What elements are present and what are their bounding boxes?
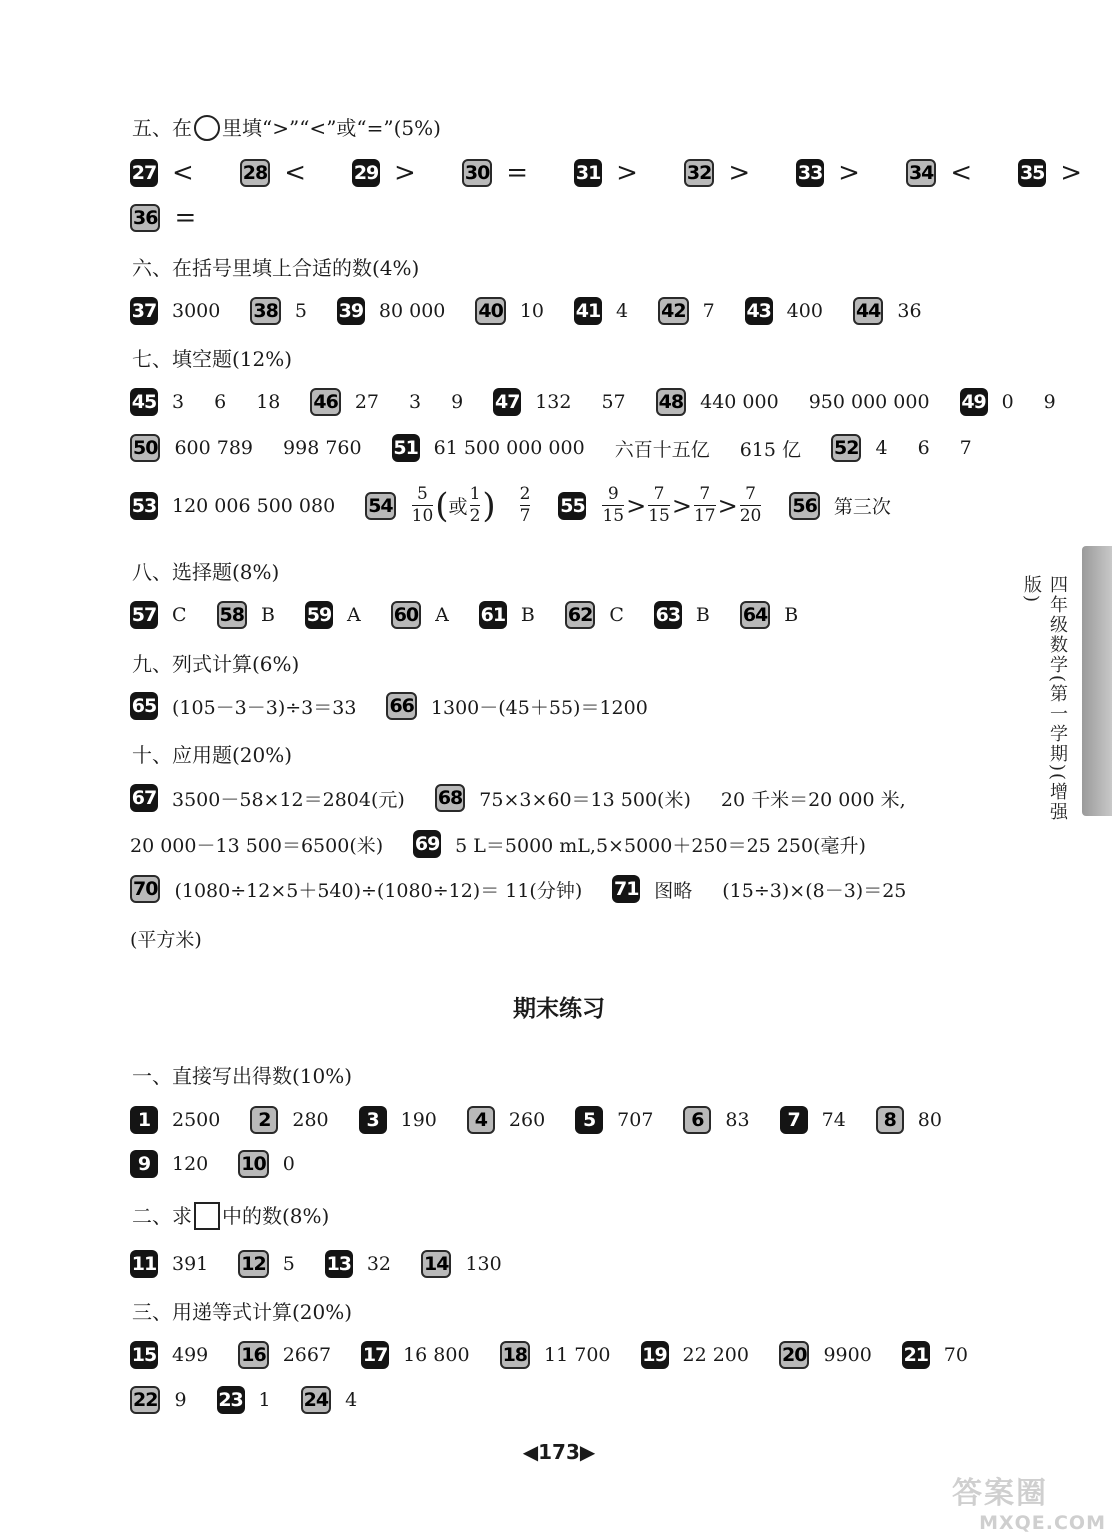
- fraction: [602, 484, 624, 527]
- or-text: 或: [448, 496, 468, 518]
- answer-badge: 50: [130, 434, 160, 462]
- answer-badge: 4: [467, 1106, 495, 1134]
- denominator: 15: [648, 506, 670, 526]
- answer-badge: 27: [130, 159, 158, 187]
- section-5-heading: [132, 112, 441, 141]
- answer-badge: 15: [130, 1341, 158, 1369]
- answer-badge: 57: [130, 601, 158, 629]
- answer-badge: 28: [240, 159, 270, 187]
- answer-value: 57: [601, 391, 626, 413]
- answer-badge: 9: [130, 1150, 158, 1178]
- answer-value: 3000: [172, 300, 221, 322]
- side-tab: [1082, 546, 1112, 816]
- answer-value: 2500: [172, 1109, 221, 1131]
- answer-value: 280: [292, 1109, 329, 1131]
- s10-row2: [130, 830, 896, 858]
- answer-value: A: [346, 604, 361, 626]
- answer-badge: 66: [386, 692, 416, 720]
- answer-badge: 49: [960, 388, 988, 416]
- answer-badge: 40: [475, 297, 505, 325]
- answer-value: 70: [943, 1344, 968, 1366]
- answer-value: 190: [400, 1109, 437, 1131]
- fraction: [648, 484, 670, 527]
- answer-badge: 36: [130, 204, 160, 232]
- answer-value: 130: [465, 1253, 502, 1275]
- denominator: 7: [519, 506, 531, 526]
- answer-value: (15÷3)×(8－3)＝25: [722, 879, 907, 902]
- answer-badge: 52: [831, 434, 861, 462]
- answer-value: (105－3－3)÷3＝33: [172, 696, 357, 719]
- answer-value: 5: [294, 300, 307, 322]
- answer-badge: 10: [238, 1150, 268, 1178]
- answer-badge: 22: [130, 1386, 160, 1414]
- answer-value: 36: [897, 300, 922, 322]
- answer-value: 第三次: [833, 496, 891, 518]
- answer-value: 20 000－13 500＝6500(米): [130, 834, 384, 857]
- answer-badge: 63: [654, 601, 682, 629]
- paren-close: ): [482, 485, 496, 526]
- section-8-heading: 八、选择题(8%): [132, 560, 280, 584]
- section-5-heading-pre: 五、在: [132, 116, 192, 140]
- answer-value: 0: [1001, 391, 1014, 413]
- answer-value: B: [784, 604, 799, 626]
- answer-value: 32: [366, 1253, 391, 1275]
- page-title: 期末练习: [513, 995, 605, 1022]
- answer-value: 22 200: [682, 1344, 749, 1366]
- s5-row1: [130, 158, 1118, 188]
- s10-row1: [130, 784, 936, 812]
- page-number: ◀173▶: [522, 1440, 596, 1464]
- answer-badge: 20: [779, 1341, 809, 1369]
- answer-value: 4: [875, 437, 888, 459]
- answer-value: 5 L＝5000 mL,5×5000＋250＝25 250(毫升): [455, 834, 866, 857]
- answer-value: B: [261, 604, 275, 626]
- answer-value: 83: [725, 1109, 750, 1131]
- answer-value: 3: [172, 391, 185, 413]
- answer-badge: 69: [413, 830, 441, 858]
- answer-value: <: [950, 158, 973, 188]
- final-2-heading-post: 中的数(8%): [222, 1204, 330, 1228]
- answer-badge: 13: [325, 1250, 353, 1278]
- answer-value: 图略: [654, 879, 693, 902]
- answer-value: 615 亿: [739, 438, 802, 461]
- denominator: 20: [739, 506, 762, 526]
- answer-value: 707: [617, 1109, 654, 1131]
- square-icon: [194, 1202, 220, 1230]
- answer-badge: 42: [658, 297, 688, 325]
- f1-row2: [130, 1150, 325, 1178]
- numerator: 7: [653, 484, 665, 504]
- answer-badge: 8: [876, 1106, 904, 1134]
- fraction: [520, 484, 531, 527]
- greater-than: >: [671, 491, 692, 520]
- fraction: [470, 484, 481, 527]
- answer-value: 6: [214, 391, 227, 413]
- fraction: [694, 484, 716, 527]
- answer-value: 6: [917, 437, 930, 459]
- answer-badge: 2: [250, 1106, 278, 1134]
- watermark-line1: 答案圈: [952, 1476, 1048, 1511]
- answer-value: >: [728, 158, 751, 188]
- fraction: [412, 484, 434, 527]
- answer-value: C: [609, 604, 624, 626]
- side-label: 四年级数学(第一学期)(增强版): [1021, 575, 1068, 823]
- answer-value: 132: [535, 391, 572, 413]
- answer-badge: 1: [130, 1106, 158, 1134]
- answer-badge: 16: [238, 1341, 268, 1369]
- answer-value: 600 789: [174, 437, 254, 459]
- answer-badge: 5: [575, 1106, 603, 1134]
- s6-row: [130, 297, 952, 325]
- answer-badge: 18: [500, 1341, 530, 1369]
- section-5-heading-post: 里填“>”“<”或“=”(5%): [222, 116, 441, 140]
- answer-value: 1300－(45＋55)＝1200: [430, 696, 648, 719]
- answer-badge: 11: [130, 1250, 158, 1278]
- answer-badge: 12: [238, 1250, 268, 1278]
- answer-value: <: [172, 158, 194, 188]
- answer-value: 120: [172, 1153, 209, 1175]
- answer-badge: 54: [365, 492, 395, 520]
- answer-badge: 32: [684, 159, 714, 187]
- denominator: 2: [469, 506, 481, 526]
- section-9-heading: 九、列式计算(6%): [132, 652, 300, 676]
- section-6-heading: 六、在括号里填上合适的数(4%): [132, 256, 420, 280]
- answer-badge: 14: [421, 1250, 451, 1278]
- answer-badge: 68: [435, 784, 465, 812]
- s10-row3: [130, 875, 936, 903]
- answer-value: >: [1060, 158, 1082, 188]
- answer-badge: 19: [641, 1341, 669, 1369]
- denominator: 10: [411, 506, 434, 526]
- answer-badge: 43: [745, 297, 773, 325]
- answer-value: 六百十五亿: [614, 438, 710, 461]
- answer-badge: 37: [130, 297, 158, 325]
- answer-value: 27: [354, 391, 380, 413]
- answer-badge: 48: [656, 388, 686, 416]
- answer-badge: 3: [359, 1106, 387, 1134]
- s5-row2: [130, 203, 242, 233]
- answer-badge: 21: [902, 1341, 930, 1369]
- answer-value: 260: [508, 1109, 546, 1131]
- answer-value: B: [520, 604, 535, 626]
- answer-badge: 24: [301, 1386, 331, 1414]
- answer-badge: 70: [130, 875, 160, 903]
- answer-value: 3: [409, 391, 422, 413]
- answer-badge: 60: [391, 601, 421, 629]
- answer-value: B: [695, 604, 710, 626]
- f3-row1: [130, 1341, 998, 1369]
- answer-value: 440 000: [700, 391, 779, 413]
- s7-row1: [130, 388, 1086, 416]
- answer-badge: 30: [462, 159, 492, 187]
- answer-value: =: [174, 203, 197, 233]
- answer-value: 3500－58×12＝2804(元): [172, 788, 405, 811]
- answer-badge: 61: [479, 601, 507, 629]
- s7-row2: [130, 434, 1002, 462]
- answer-value: 20 千米＝20 000 米,: [720, 788, 906, 811]
- denominator: 17: [693, 506, 716, 526]
- answer-badge: 65: [130, 692, 158, 720]
- answer-value: C: [172, 604, 187, 626]
- greater-than: >: [717, 491, 738, 520]
- s8-row: [130, 601, 828, 629]
- answer-value: 391: [172, 1253, 209, 1275]
- answer-badge: 44: [853, 297, 883, 325]
- numerator: 7: [699, 484, 711, 504]
- answer-badge: 23: [217, 1386, 245, 1414]
- answer-badge: 51: [392, 434, 420, 462]
- answer-value: 9: [1043, 391, 1056, 413]
- answer-badge: 56: [789, 492, 819, 520]
- final-3-heading: 三、用递等式计算(20%): [132, 1300, 353, 1324]
- answer-value: 18: [256, 391, 281, 413]
- answer-badge: 6: [683, 1106, 711, 1134]
- final-1-heading: 一、直接写出得数(10%): [132, 1064, 353, 1088]
- numerator: 2: [519, 484, 531, 504]
- numerator: 1: [469, 484, 481, 504]
- denominator: 15: [602, 506, 625, 526]
- answer-value: 400: [786, 300, 823, 322]
- answer-value: 10: [519, 300, 545, 322]
- answer-badge: 33: [796, 159, 824, 187]
- answer-badge: 58: [217, 601, 247, 629]
- answer-value: 7: [959, 437, 972, 459]
- answer-badge: 34: [906, 159, 936, 187]
- answer-value: 61 500 000 000: [433, 437, 585, 459]
- numerator: 7: [745, 484, 756, 504]
- section-10-heading: 十、应用题(20%): [132, 743, 293, 767]
- watermark-line2: MXQE.COM: [979, 1512, 1106, 1534]
- answer-value: 0: [282, 1153, 295, 1175]
- answer-value: 950 000 000: [808, 391, 930, 413]
- answer-badge: 64: [740, 601, 770, 629]
- answer-value: =: [506, 158, 529, 188]
- answer-value: >: [394, 158, 416, 188]
- answer-value: (1080÷12×5＋540)÷(1080÷12)＝ 11(分钟): [174, 879, 583, 902]
- final-2-heading: [132, 1200, 329, 1230]
- s7-row3: [130, 484, 891, 527]
- answer-value: A: [435, 604, 449, 626]
- answer-badge: 29: [352, 159, 380, 187]
- answer-badge: 55: [558, 492, 586, 520]
- answer-value: 499: [172, 1344, 209, 1366]
- circle-icon: [194, 115, 220, 141]
- numerator: 9: [607, 484, 619, 504]
- answer-badge: 46: [310, 388, 340, 416]
- answer-badge: 62: [565, 601, 595, 629]
- answer-badge: 35: [1018, 159, 1046, 187]
- watermark-logo: [952, 1468, 1112, 1534]
- answer-badge: 71: [612, 875, 640, 903]
- answer-value: 9900: [823, 1344, 872, 1366]
- s10-row4: (平方米): [130, 929, 202, 951]
- answer-badge: 67: [130, 784, 158, 812]
- answer-value: 4: [616, 300, 629, 322]
- answer-value: >: [616, 158, 638, 188]
- answer-value: 7: [702, 300, 715, 322]
- answer-badge: 53: [130, 492, 158, 520]
- answer-value: 2667: [282, 1344, 332, 1366]
- answer-value: 4: [345, 1389, 358, 1411]
- s9-row: [130, 692, 678, 720]
- answer-value: 80: [917, 1109, 942, 1131]
- answer-value: 16 800: [403, 1344, 470, 1366]
- answer-badge: 7: [780, 1106, 808, 1134]
- answer-badge: 39: [337, 297, 365, 325]
- answer-value: 11 700: [544, 1344, 611, 1366]
- answer-badge: 38: [250, 297, 280, 325]
- section-7-heading: 七、填空题(12%): [132, 347, 293, 371]
- answer-value: 75×3×60＝13 500(米): [479, 788, 691, 811]
- numerator: 5: [417, 484, 428, 504]
- answer-badge: 41: [574, 297, 602, 325]
- answer-value: >: [838, 158, 860, 188]
- paren-open: (: [435, 485, 449, 526]
- answer-badge: 59: [305, 601, 333, 629]
- answer-value: 9: [451, 391, 464, 413]
- answer-badge: 47: [493, 388, 521, 416]
- fraction-chain: [600, 484, 763, 527]
- answer-value: <: [284, 158, 307, 188]
- answer-value: 120 006 500 080: [172, 494, 336, 517]
- answer-value: 1: [258, 1389, 271, 1411]
- f1-row1: [130, 1106, 972, 1134]
- answer-value: 998 760: [283, 437, 362, 459]
- fraction: [740, 484, 762, 527]
- answer-value: 5: [282, 1253, 295, 1275]
- greater-than: >: [626, 491, 647, 520]
- answer-badge: 31: [574, 159, 602, 187]
- answer-value: 74: [821, 1109, 846, 1131]
- answer-badge: 17: [361, 1341, 389, 1369]
- answer-badge: 45: [130, 388, 158, 416]
- answer-value: 80 000: [378, 300, 446, 322]
- f2-row: [130, 1250, 532, 1278]
- f3-row2: [130, 1386, 387, 1414]
- final-2-heading-pre: 二、求: [132, 1204, 192, 1228]
- answer-value: 9: [174, 1389, 187, 1411]
